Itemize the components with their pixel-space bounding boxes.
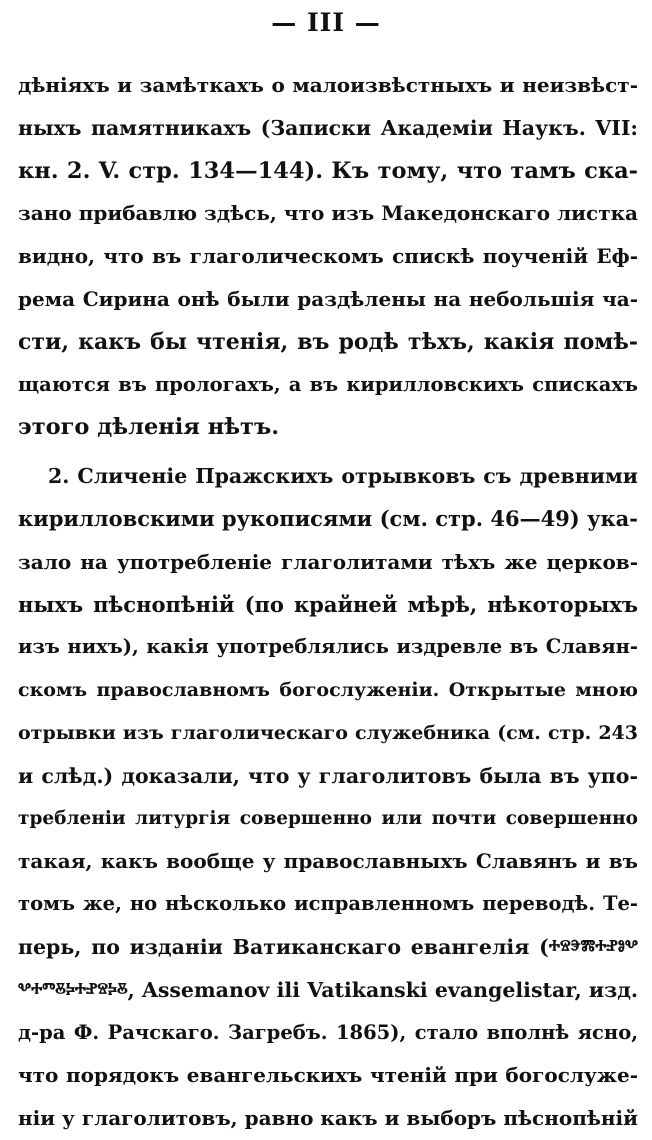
text-line: видно, что въ глаголическомъ спискѣ поученій Еф-	[18, 244, 638, 269]
page-number: — III —	[271, 8, 381, 37]
text-line: скомъ православномъ богослуженіи. Открытые мною	[18, 679, 638, 702]
text-line: 2. Сличеніе Пражскихъ отрывковъ съ древними	[48, 464, 638, 489]
text-line: ніи у глаголитовъ, равно какъ и выборъ пѣснопѣній	[18, 1106, 638, 1131]
paragraph-1	[18, 64, 638, 449]
text-line: щаются въ прологахъ, а въ кирилловскихъ спискахъ	[18, 372, 638, 396]
text-line: кн. 2. V. стр. 134—144). Къ тому, что тамъ ска-	[18, 157, 638, 184]
body-text	[18, 64, 638, 1140]
paragraph-2	[18, 455, 638, 1140]
text-line: ⰲⰰⱅⰻⰽⰰⱀⱄⰽⰻ, Assemanov ili Vatikanski evangelistar, изд.	[18, 977, 638, 1002]
text-line: зало на употребленіе глаголитами тѣхъ же церков-	[18, 549, 638, 574]
text-line: такая, какъ вообще у православныхъ Славянъ и въ	[18, 849, 638, 874]
text-line: что порядокъ евангельскихъ чтеній при богослуже-	[18, 1063, 638, 1088]
text-line: ныхъ памятникахъ (Записки Академіи Наукъ. VII:	[18, 115, 638, 140]
text-line: требленіи литургія совершенно или почти совершенно	[18, 807, 638, 829]
text-line: кирилловскими рукописями (см. стр. 46—49) ука-	[18, 505, 638, 531]
text-line: зано прибавлю здѣсь, что изъ Македонскаго листка	[18, 201, 638, 226]
text-line: перь, по изданіи Ватиканскаго евангелія (ⰰⱄⰵⰿⰰⱀⱁⰲ	[18, 934, 638, 959]
text-line: изъ нихъ), какія употреблялись издревле въ Славян-	[18, 635, 638, 659]
text-line: и слѣд.) доказали, что у глаголитовъ была въ упо-	[18, 763, 638, 788]
text-line: рема Сирина онѣ были раздѣлены на небольшія ча-	[18, 286, 638, 311]
text-line: отрывки изъ глаголическаго служебника (см. стр. 243	[18, 721, 638, 744]
text-line: дѣніяхъ и замѣткахъ о малоизвѣстныхъ и неизвѣст-	[18, 73, 638, 97]
text-line: ныхъ пѣснопѣній (по крайней мѣрѣ, нѣкоторыхъ	[18, 591, 638, 617]
text-line: томъ же, но нѣсколько исправленномъ переводѣ. Те-	[18, 892, 638, 916]
text-line: д-ра Ф. Рачскаго. Загребъ. 1865), стало вполнѣ ясно,	[18, 1020, 638, 1044]
text-line: этого дѣленія нѣтъ.	[18, 414, 280, 441]
text-line: сти, какъ бы чтенія, въ родѣ тѣхъ, какія помѣ-	[18, 328, 638, 355]
